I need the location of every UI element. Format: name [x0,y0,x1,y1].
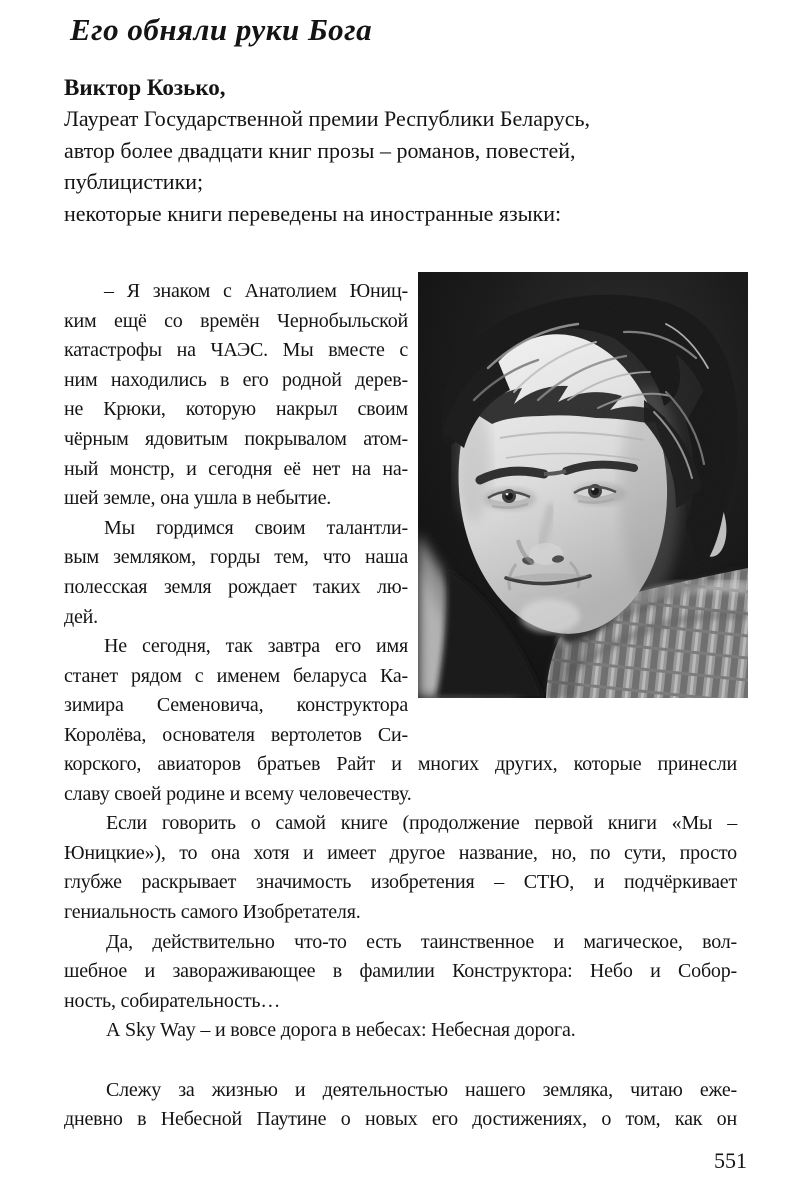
text-line: – Я знаком с Анатолием Юниц- [104,280,408,302]
text-line: чёрным ядовитым покрывалом атом- [64,427,408,450]
text-line: катастрофы на ЧАЭС. Мы вместе с [64,339,408,362]
author-description [64,103,744,229]
text-line: не Крюки, которую накрыл своим [64,398,408,421]
text-line: некоторые книги переведены на иностранные языки: [64,200,562,226]
text-line: Юницкие»), то она хотя и имеет другое название, но, по сути, просто [64,841,737,864]
text-line: глубже раскрывает значимость изобретения – СТЮ, и подчёркивает [64,871,737,894]
text-line: шей земле, она ушла в небытие. [64,487,332,510]
text-line: Королёва, основателя вертолетов Си- [64,723,408,746]
text-line [64,1046,737,1076]
text-line: станет рядом с именем беларуса Ка- [64,664,408,687]
page-title: Его обняли руки Бога [70,12,373,47]
text-line: полесская земля рождает таких лю- [64,575,408,598]
text-line: славу своей родине и всему человечеству. [64,782,412,805]
text-line: вым земляком, горды тем, что наша [64,546,408,569]
body-column-text [64,277,408,751]
text-line: дей. [64,605,98,628]
text-line: ким ещё со времён Чернобыльской [64,309,408,332]
author-name: Виктор Козько, [64,75,226,100]
text-line: корского, авиаторов братьев Райт и многих других, которые принесли [64,753,737,775]
text-line: зимира Семеновича, конструктора [64,694,408,717]
text-line: Да, действительно что-то есть таинственное и магическое, вол- [106,930,737,953]
text-line: Лауреат Государственной премии Республики Беларусь, [64,106,591,132]
text-line: ность, собирательность… [64,989,281,1012]
text-line: ный монстр, и сегодня её нет на на- [64,457,408,480]
page-number: 551 [714,1148,747,1173]
text-line: ним находились в его родной дерев- [64,368,408,391]
text-line: автор более двадцати книг прозы – романов, повестей, [64,137,576,163]
text-line: шебное и завораживающее в фамилии Конструктора: Небо и Собор- [64,960,737,983]
text-line: гениальность самого Изобретателя. [64,900,361,923]
text-line: Если говорить о самой книге (продолжение первой книги «Мы – [106,812,737,835]
text-line: Не сегодня, так завтра его имя [104,635,408,658]
text-line: Мы гордимся своим талантли- [104,516,408,539]
text-line: А Sky Way – и вовсе дорога в небесах: Небесная дорога. [106,1019,576,1042]
text-line: публицистики; [64,169,204,195]
portrait-photo-art [418,272,748,698]
body-full-width-text [64,750,737,1135]
text-line: дневно в Небесной Паутине о новых его достижениях, о том, как он [64,1108,737,1131]
text-line: Слежу за жизнью и деятельностью нашего земляка, читаю еже- [106,1078,737,1101]
author-block [64,72,744,229]
portrait-photo [418,272,748,698]
